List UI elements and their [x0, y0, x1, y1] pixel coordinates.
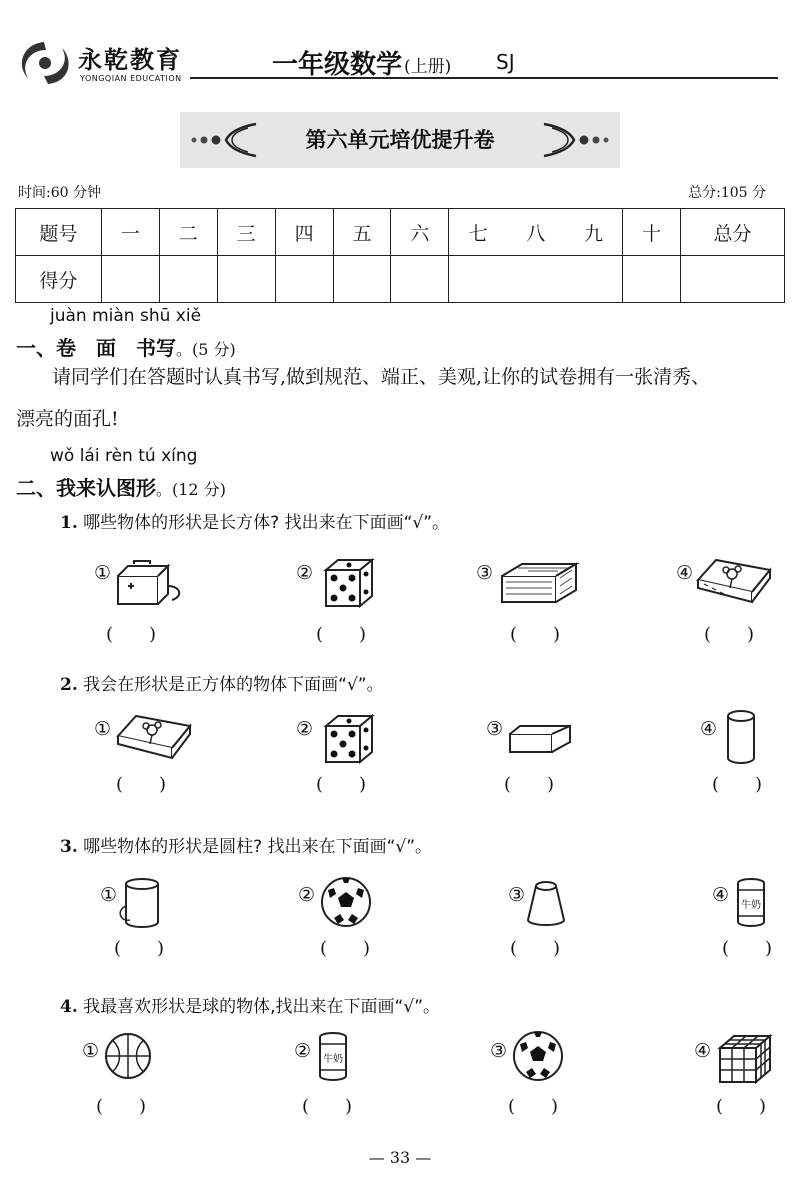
score-cell[interactable]	[391, 256, 449, 303]
answer-blank[interactable]: ( )	[106, 624, 157, 645]
score-cell[interactable]	[101, 256, 159, 303]
answer-blank[interactable]: ( )	[712, 774, 763, 795]
logo-text: 永乾教育	[78, 45, 182, 74]
option-number: ④	[694, 1040, 712, 1062]
question-2: 2. 我会在形状是正方体的物体下面画“√”。	[60, 675, 384, 695]
score-cell[interactable]	[217, 256, 275, 303]
answer-blank[interactable]: ( )	[114, 938, 165, 959]
option-number: ②	[296, 718, 314, 740]
table-cell: 二	[159, 209, 217, 256]
section2-score: 。(12 分)	[156, 480, 226, 499]
book-subtitle: (上册)	[404, 57, 452, 77]
table-cell: 四	[275, 209, 333, 256]
answer-blank[interactable]: ( )	[316, 774, 367, 795]
section2-pinyin: wǒ lái rèn tú xíng	[50, 446, 198, 466]
option-number: ③	[486, 718, 504, 740]
table-cell: 一	[101, 209, 159, 256]
gift-box-icon	[694, 556, 774, 608]
paper-title: 第六单元培优提升卷	[305, 128, 495, 152]
score-header-row	[16, 209, 785, 256]
gift-box-icon	[114, 712, 194, 764]
answer-blank[interactable]: ( )	[510, 938, 561, 959]
section1-label: 一、卷 面 书写	[16, 336, 176, 360]
score-cell[interactable]	[623, 256, 681, 303]
first-aid-box-icon	[114, 560, 186, 610]
cup-icon	[524, 880, 568, 928]
option-number: ③	[490, 1040, 508, 1062]
option-number: ④	[712, 884, 730, 906]
book-title: 一年级数学	[272, 50, 403, 80]
answer-blank[interactable]: ( )	[320, 938, 371, 959]
option-number: ①	[94, 562, 112, 584]
section1-text-line1: 请同学们在答题时认真书写,做到规范、端正、美观,让你的试卷拥有一张清秀、	[52, 366, 711, 388]
answer-blank[interactable]: ( )	[716, 1096, 767, 1117]
rubiks-cube-icon	[716, 1032, 776, 1084]
table-cell: 三	[217, 209, 275, 256]
book-code: SJ	[496, 50, 515, 74]
cylinder-icon	[724, 708, 758, 766]
total-score: 总分:105 分	[688, 185, 766, 201]
score-table	[15, 208, 785, 303]
answer-blank[interactable]: ( )	[722, 938, 773, 959]
option-number: ③	[508, 884, 526, 906]
score-cell[interactable]	[681, 256, 785, 303]
option-number: ①	[94, 718, 112, 740]
milk-can-icon	[734, 876, 768, 928]
milk-label: 牛奶	[323, 1054, 343, 1065]
dice-icon	[320, 712, 376, 766]
score-cell[interactable]	[565, 256, 623, 303]
page-number: — 33 —	[368, 1148, 432, 1167]
option-number: ③	[476, 562, 494, 584]
table-cell: 十	[623, 209, 681, 256]
answer-blank[interactable]: ( )	[302, 1096, 353, 1117]
score-cell[interactable]	[275, 256, 333, 303]
answer-blank[interactable]: ( )	[504, 774, 555, 795]
question-1: 1. 哪些物体的形状是长方体? 找出来在下面画“√”。	[60, 513, 450, 533]
basketball-icon	[104, 1032, 152, 1080]
table-cell: 八	[507, 209, 565, 256]
answer-blank[interactable]: ( )	[510, 624, 561, 645]
section2-label: 二、我来认图形	[16, 476, 156, 500]
section2-heading	[16, 472, 226, 501]
option-number: ②	[294, 1040, 312, 1062]
question-3: 3. 哪些物体的形状是圆柱? 找出来在下面画“√”。	[60, 837, 433, 857]
soccer-ball-icon	[512, 1030, 564, 1082]
score-cell[interactable]	[159, 256, 217, 303]
flat-block-icon	[506, 722, 574, 756]
logo-icon	[14, 38, 76, 88]
header-divider	[190, 77, 778, 79]
option-number: ②	[298, 884, 316, 906]
section1-pinyin: juàn miàn shū xiě	[50, 306, 202, 326]
answer-blank[interactable]: ( )	[704, 624, 755, 645]
soccer-ball-icon	[320, 876, 372, 928]
table-cell: 九	[565, 209, 623, 256]
option-number: ②	[296, 562, 314, 584]
dice-icon	[320, 556, 376, 610]
answer-blank[interactable]: ( )	[96, 1096, 147, 1117]
score-input-row	[16, 256, 785, 303]
option-number: ①	[100, 884, 118, 906]
section1-score: 。(5 分)	[176, 340, 236, 359]
table-cell: 得分	[16, 256, 102, 303]
table-cell: 题号	[16, 209, 102, 256]
book-stack-icon	[498, 558, 580, 610]
score-cell[interactable]	[449, 256, 507, 303]
milk-can-icon	[316, 1030, 350, 1082]
milk-label: 牛奶	[741, 900, 761, 911]
option-number: ①	[82, 1040, 100, 1062]
option-number: ④	[700, 718, 718, 740]
table-cell: 七	[449, 209, 507, 256]
question-4: 4. 我最喜欢形状是球的物体,找出来在下面画“√”。	[60, 997, 441, 1017]
answer-blank[interactable]: ( )	[508, 1096, 559, 1117]
section1-text-line2: 漂亮的面孔!	[16, 408, 119, 430]
option-number: ④	[676, 562, 694, 584]
table-cell: 总分	[681, 209, 785, 256]
time-limit: 时间:60 分钟	[18, 185, 101, 201]
answer-blank[interactable]: ( )	[316, 624, 367, 645]
table-cell: 五	[333, 209, 391, 256]
score-cell[interactable]	[507, 256, 565, 303]
bucket-icon	[120, 876, 164, 930]
answer-blank[interactable]: ( )	[116, 774, 167, 795]
table-cell: 六	[391, 209, 449, 256]
score-cell[interactable]	[333, 256, 391, 303]
logo-en: YONGQIAN EDUCATION	[80, 74, 182, 83]
